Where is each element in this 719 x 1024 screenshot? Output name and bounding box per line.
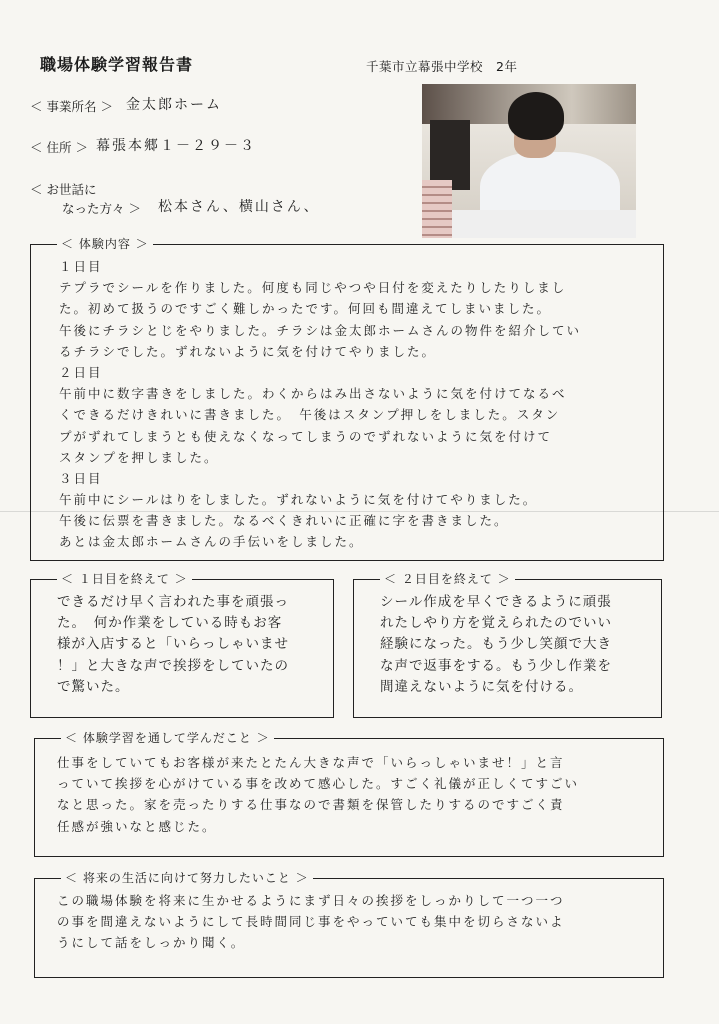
learned-title: ＜ 体験学習を通して学んだこと ＞	[61, 729, 274, 746]
day1-reflection-title: ＜ １日目を終えて ＞	[57, 570, 192, 587]
day2-reflection-title: ＜ ２日目を終えて ＞	[380, 570, 515, 587]
school-name: 千葉市立幕張中学校 2年	[366, 59, 518, 74]
day2-line: 間違えないように気を付ける。	[380, 678, 583, 695]
day1-line: た。 何か作業をしている時もお客	[57, 615, 283, 632]
experience-line: ３日目	[59, 470, 103, 486]
experience-line: るチラシでした。ずれないように気を付けてやりました。	[59, 343, 437, 359]
day2-reflection-box	[353, 572, 662, 718]
experience-line: くできるだけきれいに書きました。 午後はスタンプ押しをしました。スタン	[59, 407, 561, 423]
day2-line: シール作成を早くできるように頑張	[380, 594, 612, 610]
learned-line: なと思った。家を売ったりする仕事なので書類を保管したりするのですごく責	[57, 797, 565, 813]
caretaker-value: 松本さん、横山さん、	[158, 199, 320, 215]
learned-lines	[57, 753, 663, 856]
future-line: うにして話をしっかり聞く。	[57, 935, 246, 951]
hair-shape	[508, 92, 564, 140]
caretaker-label-line1: ＜ お世話に	[30, 182, 97, 197]
future-box	[34, 871, 664, 978]
learned-line: っていて挨拶を心がけている事を改めて感心した。すごく礼儀が正しくてすごい	[57, 776, 580, 792]
future-title: ＜ 将来の生活に向けて努力したいこと ＞	[61, 869, 313, 886]
experience-line: 午後に伝票を書きました。なるべくきれいに正確に字を書きました。	[59, 513, 509, 529]
day1-reflection-lines	[57, 590, 333, 717]
experience-line: プがずれてしまうとも使えなくなってしまうのでずれないように気を付けて	[59, 428, 553, 444]
day2-reflection-lines	[380, 590, 661, 717]
day1-line: 様が入店すると「いらっしゃいませ	[57, 636, 289, 653]
future-line: の事を間違えないようにして長時間同じ事をやっていても集中を切らさないよ	[57, 914, 565, 930]
experience-line: 午後にチラシとじをやりました。チラシは金太郎ホームさんの物件を紹介してい	[59, 322, 582, 338]
experience-title: ＜ 体験内容 ＞	[57, 235, 153, 252]
experience-line: テプラでシールを作りました。何度も同じやつや日付を変えたりしたりしまし	[59, 280, 567, 296]
experience-line: た。初めて扱うのですごく難しかったです。何回も間違えてしまいました。	[59, 301, 552, 317]
future-line: この職場体験を将来に生かせるようにまず日々の挨拶をしっかりして一つ一つ	[57, 893, 565, 908]
day2-line: 経験になった。もう少し笑顔で大き	[380, 636, 612, 653]
experience-lines	[59, 257, 663, 560]
student-photo-icon	[422, 84, 636, 238]
books-shape	[422, 180, 452, 238]
day1-reflection-box	[30, 572, 334, 718]
experience-line: 午前中に数字書きをしました。わくからはみ出さないように気を付けてなるべ	[59, 386, 567, 402]
day1-line: で驚いた。	[57, 678, 130, 695]
learned-line: 仕事をしていてもお客様が来たとたん大きな声で「いらっしゃいませ！」と言	[57, 755, 565, 770]
experience-line: 午前中にシールはりをしました。ずれないように気を付けてやりました。	[59, 492, 538, 508]
office-value: 金太郎ホーム	[126, 97, 222, 113]
learned-box	[34, 731, 664, 857]
day2-line: れたしやり方を覚えられたのでいい	[380, 615, 612, 632]
experience-box	[30, 237, 664, 561]
desk-shape	[452, 210, 636, 238]
day1-line: できるだけ早く言われた事を頑張っ	[57, 594, 289, 610]
experience-line: １日目	[59, 259, 103, 274]
experience-line: ２日目	[59, 364, 103, 380]
address-label: ＜ 住所 ＞	[30, 140, 88, 155]
office-label: ＜ 事業所名 ＞	[30, 99, 113, 114]
address-value: 幕張本郷１－２９－３	[96, 138, 256, 154]
experience-line: スタンプを押しました。	[59, 449, 219, 465]
day2-line: な声で返事をする。もう少し作業を	[380, 657, 612, 674]
caretaker-label-line2: なった方々 ＞	[62, 201, 141, 216]
future-lines	[57, 891, 663, 977]
page-title: 職場体験学習報告書	[40, 55, 194, 74]
day1-line: ！」と大きな声で挨拶をしていたの	[57, 657, 289, 674]
experience-line: あとは金太郎ホームさんの手伝いをしました。	[59, 534, 364, 550]
learned-line: 任感が強いなと感じた。	[57, 818, 217, 834]
